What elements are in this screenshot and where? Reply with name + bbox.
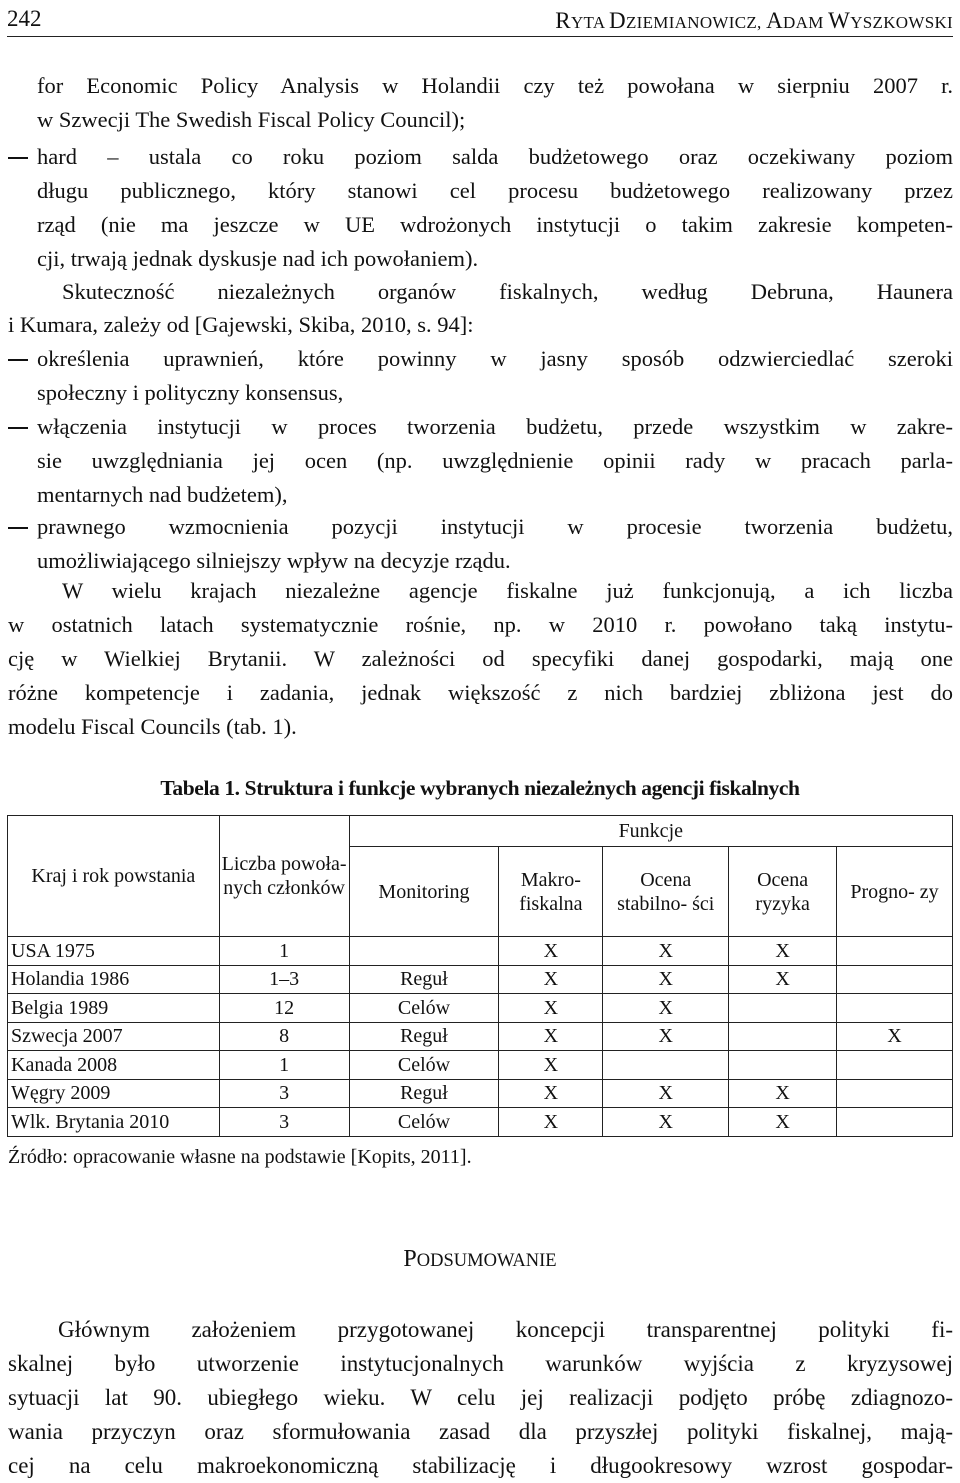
cell-members: 1–3 [219,965,349,994]
cell-members: 3 [219,1108,349,1137]
text-line: for Economic Policy Analysis w Holandii czy też powołana w sierpniu 2007 r. [37,73,953,98]
cell-monitoring: Reguł [349,1022,499,1051]
header-forecast: Progno- zy [837,847,953,937]
text-line: wania przyczyn oraz sformułowania zasad dla przyszłej polityki fiskalnej, mają- [8,1419,953,1444]
cell-macro: X [499,1108,603,1137]
cell-monitoring: Celów [349,1108,499,1137]
text-line: określenia uprawnień, które powinny w jasny sposób odzwierciedlać szeroki [37,346,953,371]
cell-risk: X [729,965,837,994]
text-line: cji, trwają jednak dyskusje nad ich powołaniem). [37,246,479,271]
text-line: hard – ustala co roku poziom salda budżetowego oraz oczekiwany poziom [37,144,953,169]
running-header [7,6,953,37]
text-line: społeczny i polityczny konsensus, [37,380,344,405]
text-line: różne kompetencje i zadania, jednak większość z nich bardziej zbliżona jest do [8,680,953,705]
header-monitoring: Monitoring [349,847,499,937]
fiscal-agencies-table [7,815,953,1137]
list-dash [8,157,28,159]
cell-country: Holandia 1986 [8,965,220,994]
text-line: cję w Wielkiej Brytanii. W zależności od specyfiki danej gospodarki, mają one [8,646,953,671]
table-row [8,937,953,966]
cell-country: Kanada 2008 [8,1051,220,1080]
table-row [8,1051,953,1080]
text-line: rząd (nie ma jeszcze w UE wdrożonych instytucji o takim zakresie kompeten- [37,212,953,237]
table-row [8,994,953,1023]
list-dash [8,427,28,429]
cell-stability: X [603,1022,729,1051]
text-line: sytuacji lat 90. ubiegłego wieku. W celu jej realizacji podjęto próbę zdiagnozo- [8,1385,953,1410]
text-line: umożliwiającego silniejszy wpływ na decyzje rządu. [37,548,511,573]
text-line: skalnej było utworzenie instytucjonalnych warunków wyjścia z kryzysowej [8,1351,953,1376]
page-number: 242 [7,6,42,31]
cell-forecast [837,937,953,966]
cell-monitoring: Reguł [349,965,499,994]
table-source-note: Źródło: opracowanie własne na podstawie [Kopits, 2011]. [8,1146,472,1168]
cell-stability: X [603,1079,729,1108]
cell-risk [729,1022,837,1051]
cell-members: 12 [219,994,349,1023]
cell-macro: X [499,994,603,1023]
list-dash [8,527,28,529]
text-line: Skuteczność niezależnych organów fiskalnych, według Debruna, Haunera [62,279,953,304]
cell-stability [603,1051,729,1080]
cell-risk: X [729,1108,837,1137]
header-risk: Ocena ryzyka [729,847,837,937]
cell-country: Wlk. Brytania 2010 [8,1108,220,1137]
header-functions: Funkcje [349,816,952,847]
cell-monitoring: Celów [349,994,499,1023]
cell-monitoring: Reguł [349,1079,499,1108]
cell-country: Węgry 2009 [8,1079,220,1108]
cell-forecast [837,1079,953,1108]
cell-forecast [837,965,953,994]
cell-risk [729,994,837,1023]
cell-macro: X [499,1051,603,1080]
header-stability: Ocena stabilno- ści [603,847,729,937]
cell-macro: X [499,1022,603,1051]
text-line: W wielu krajach niezależne agencje fiskalne już funkcjonują, a ich liczba [62,578,953,603]
cell-risk: X [729,937,837,966]
cell-members: 3 [219,1079,349,1108]
text-line: i Kumara, zależy od [Gajewski, Skiba, 2010, s. 94]: [8,312,474,337]
cell-country: USA 1975 [8,937,220,966]
header-members: Liczba powoła- nych członków [219,816,349,937]
cell-forecast: X [837,1022,953,1051]
cell-monitoring [349,937,499,966]
section-heading: PODSUMOWANIE [403,1246,557,1272]
table-row [8,965,953,994]
text-line: modelu Fiscal Councils (tab. 1). [8,714,297,739]
cell-risk: X [729,1079,837,1108]
cell-risk [729,1051,837,1080]
cell-macro: X [499,965,603,994]
header-country: Kraj i rok powstania [8,816,220,937]
list-dash [8,359,28,361]
text-line: w ostatnich latach systematycznie rośnie, np. w 2010 r. powołano taką instytu- [8,612,953,637]
cell-members: 8 [219,1022,349,1051]
text-line: włączenia instytucji w proces tworzenia budżetu, przede wszystkim w zakre- [37,414,953,439]
text-line: prawnego wzmocnienia pozycji instytucji w procesie tworzenia budżetu, [37,514,953,539]
cell-forecast [837,1051,953,1080]
cell-stability: X [603,965,729,994]
cell-stability: X [603,1108,729,1137]
text-line: mentarnych nad budżetem), [37,482,288,507]
cell-members: 1 [219,937,349,966]
cell-members: 1 [219,1051,349,1080]
cell-stability: X [603,937,729,966]
text-line: długu publicznego, który stanowi cel procesu budżetowego realizowany przez [37,178,953,203]
cell-stability: X [603,994,729,1023]
cell-macro: X [499,1079,603,1108]
cell-monitoring: Celów [349,1051,499,1080]
cell-macro: X [499,937,603,966]
table-row [8,1108,953,1137]
table-row [8,1079,953,1108]
running-header-authors: RYTA DZIEMIANOWICZ, ADAM WYSZKOWSKI [555,8,953,33]
text-line: w Szwecji The Swedish Fiscal Policy Council); [37,107,466,132]
text-line: Głównym założeniem przygotowanej koncepcji transparentnej polityki fi- [58,1317,953,1342]
table-title: Tabela 1. Struktura i funkcje wybranych niezależnych agencji fiskalnych [160,776,800,800]
cell-country: Szwecja 2007 [8,1022,220,1051]
text-line: cej na celu makroekonomiczną stabilizację i długookresowy wzrost gospodar- [8,1453,953,1478]
cell-forecast [837,994,953,1023]
text-line: sie uwzględniania jej ocen (np. uwzględnienie opinii rady w pracach parla- [37,448,953,473]
header-macro: Makro- fiskalna [499,847,603,937]
table-row [8,1022,953,1051]
cell-country: Belgia 1989 [8,994,220,1023]
cell-forecast [837,1108,953,1137]
